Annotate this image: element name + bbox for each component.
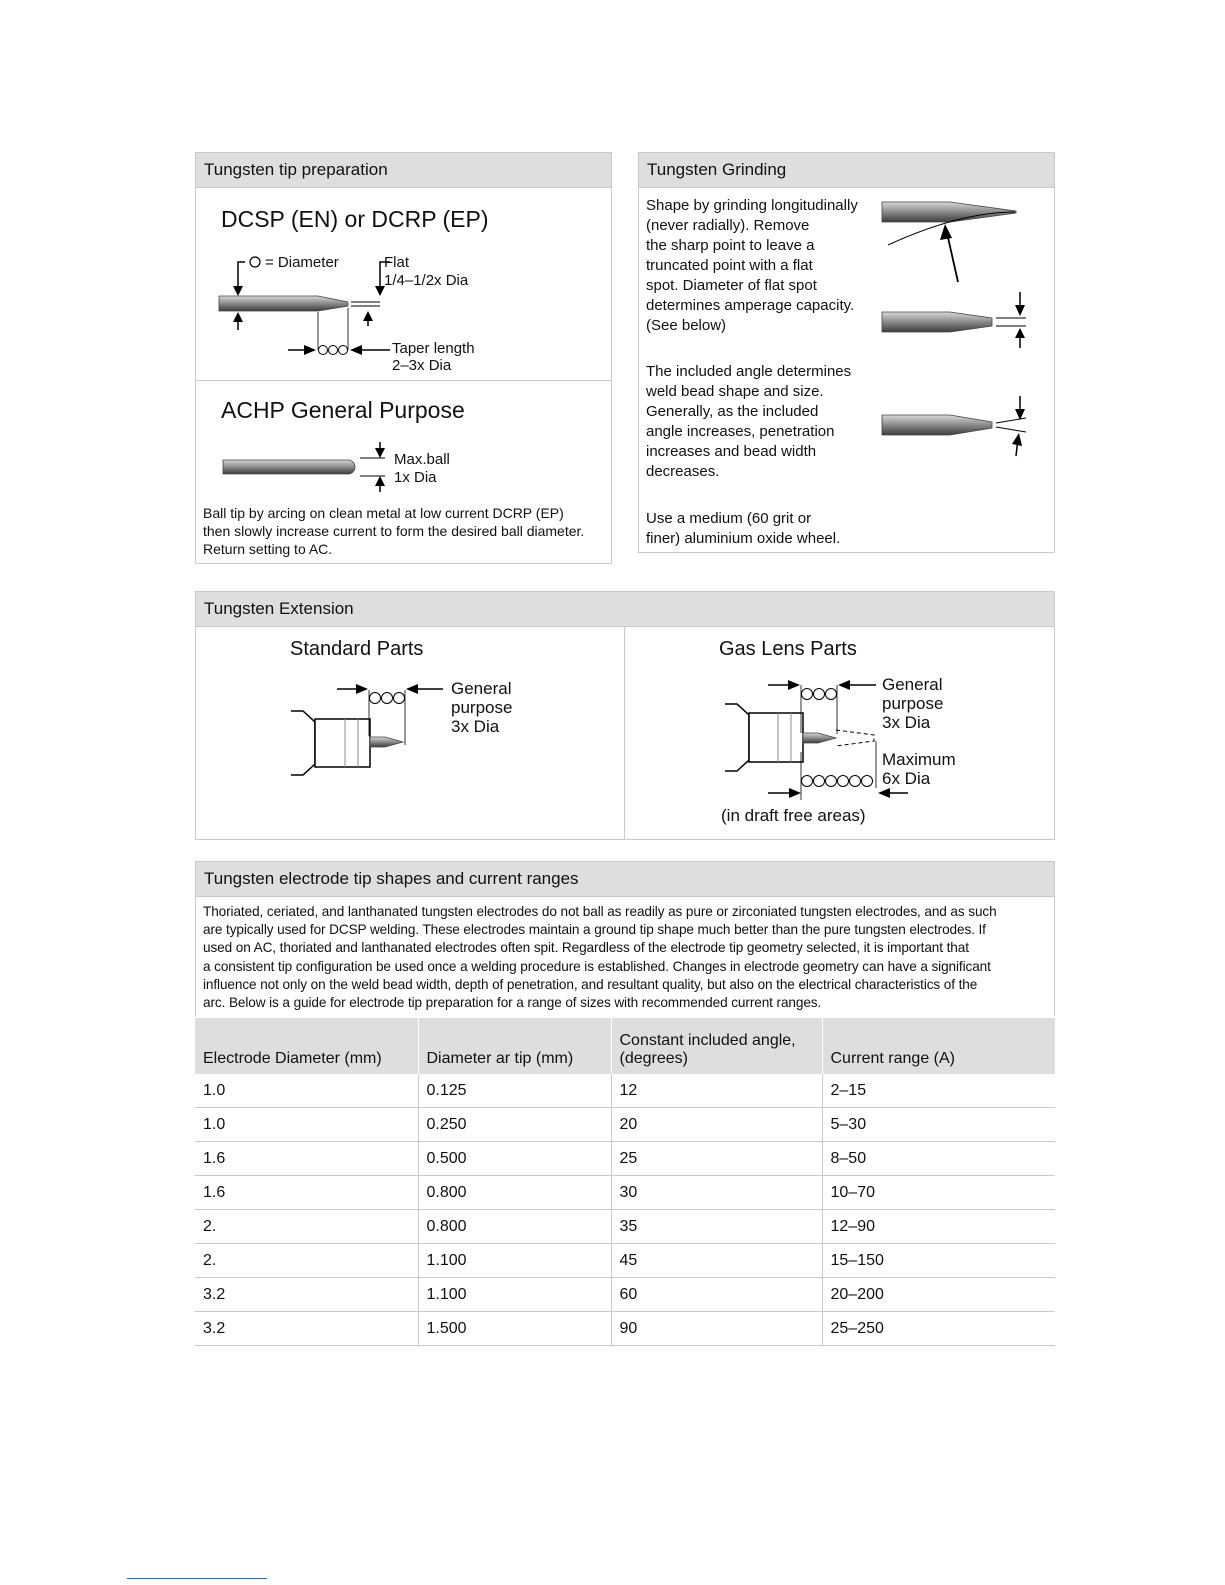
extension-header: Tungsten Extension [196, 592, 1054, 627]
ac-title: ACHP General Purpose [221, 397, 465, 423]
gas-lens-note: (in draft free areas) [721, 806, 866, 825]
table-cell: 90 [611, 1312, 822, 1346]
table-cell: 45 [611, 1244, 822, 1278]
table-cell: 25 [611, 1142, 822, 1176]
flat-range-label: 1/4–1/2x Dia [384, 272, 469, 289]
table-cell: 12–90 [822, 1210, 1055, 1244]
standard-parts-label: General purpose 3x Dia [451, 679, 513, 736]
table-cell: 1.0 [195, 1074, 418, 1108]
dc-title: DCSP (EN) or DCRP (EP) [221, 206, 489, 232]
gas-lens-title: Gas Lens Parts [719, 638, 857, 660]
table-row [195, 1210, 1055, 1244]
taper-label: Taper length [392, 340, 475, 357]
table-cell: 20 [611, 1108, 822, 1142]
table-cell: 15–150 [822, 1244, 1055, 1278]
grinding-paragraph-2: The included angle determines weld bead shape and size. Generally, as the included angle increases, penetration increases and bead width decreases. [646, 363, 852, 480]
column-header: Constant included angle, (degrees) [611, 1018, 822, 1074]
extension-divider [624, 627, 625, 839]
column-header: Current range (A) [822, 1018, 1055, 1074]
table-cell: 2. [195, 1244, 418, 1278]
table-row [195, 1312, 1055, 1346]
table-cell: 3.2 [195, 1278, 418, 1312]
taper-range-label: 2–3x Dia [392, 357, 452, 374]
ball-tip-note: Ball tip by arcing on clean metal at low current DCRP (EP) then slowly increase current to form the desired ball diameter. Return setting to AC. [203, 505, 585, 557]
maxball-dia-label: 1x Dia [394, 469, 437, 486]
table-cell: 1.0 [195, 1108, 418, 1142]
table-cell: 20–200 [822, 1278, 1055, 1312]
table-cell: 25–250 [822, 1312, 1055, 1346]
table-cell: 1.6 [195, 1176, 418, 1210]
tip-preparation-header: Tungsten tip preparation [196, 153, 611, 188]
table-row [195, 1176, 1055, 1210]
table-cell: 0.500 [418, 1142, 611, 1176]
table-cell: 1.6 [195, 1142, 418, 1176]
table-cell: 0.800 [418, 1210, 611, 1244]
table-cell: 1.100 [418, 1278, 611, 1312]
gas-lens-label: General purpose 3x Dia [882, 675, 944, 732]
table-cell: 1.100 [418, 1244, 611, 1278]
table-cell: 8–50 [822, 1142, 1055, 1176]
gas-lens-diagram [0, 0, 10, 10]
column-header: Electrode Diameter (mm) [195, 1018, 418, 1074]
grinding-paragraph-1: Shape by grinding longitudinally (never radially). Remove the sharp point to leave a truncated point with a flat spot. Diameter of flat spot determines amperage capacity. (See below) [646, 197, 858, 334]
prep-divider [196, 380, 611, 381]
table-row [195, 1244, 1055, 1278]
table-row [195, 1278, 1055, 1312]
current-range-table [195, 1018, 1055, 1346]
table-cell: 3.2 [195, 1312, 418, 1346]
tip-shapes-header: Tungsten electrode tip shapes and current ranges [196, 862, 1054, 897]
grinding-header: Tungsten Grinding [639, 153, 1054, 188]
table-cell: 12 [611, 1074, 822, 1108]
table-row [195, 1074, 1055, 1108]
gas-lens-max-label: Maximum 6x Dia [882, 750, 956, 788]
flat-label: Flat [384, 254, 410, 271]
diameter-label: = Diameter [265, 254, 339, 271]
table-header-row [195, 1018, 1055, 1074]
maxball-label: Max.ball [394, 451, 450, 468]
table-cell: 35 [611, 1210, 822, 1244]
table-cell: 60 [611, 1278, 822, 1312]
table-cell: 0.800 [418, 1176, 611, 1210]
table-cell: 10–70 [822, 1176, 1055, 1210]
tip-shapes-paragraph: Thoriated, ceriated, and lanthanated tungsten electrodes do not ball as readily as pure or zirconiated tungsten electrodes, and as such are typically used for DCSP welding. These electrodes maintain a ground tip shape much better than the pure tungsten electrodes. If used on AC, thoriated and lanthanated electrodes often spit. Regardless of the electrode tip geometry selected, it is important that a consistent tip configuration be used once a welding procedure is established. Changes in electrode geometry can have a significant influence not only on the weld bead width, depth of penetration, and resultant quality, but also on the electrical characteristics of the arc. Below is a guide for electrode tip preparation for a range of sizes with recommended current ranges. [203, 904, 997, 1011]
table-cell: 1.500 [418, 1312, 611, 1346]
table-cell: 2–15 [822, 1074, 1055, 1108]
table-cell: 0.250 [418, 1108, 611, 1142]
grinding-paragraph-3: Use a medium (60 grit or finer) aluminium oxide wheel. [646, 510, 841, 547]
table-row [195, 1108, 1055, 1142]
table-cell: 2. [195, 1210, 418, 1244]
standard-parts-title: Standard Parts [290, 638, 424, 660]
column-header: Diameter ar tip (mm) [418, 1018, 611, 1074]
table-cell: 30 [611, 1176, 822, 1210]
table-cell: 5–30 [822, 1108, 1055, 1142]
footnote-rule [127, 1578, 267, 1579]
table-row [195, 1142, 1055, 1176]
table-cell: 0.125 [418, 1074, 611, 1108]
